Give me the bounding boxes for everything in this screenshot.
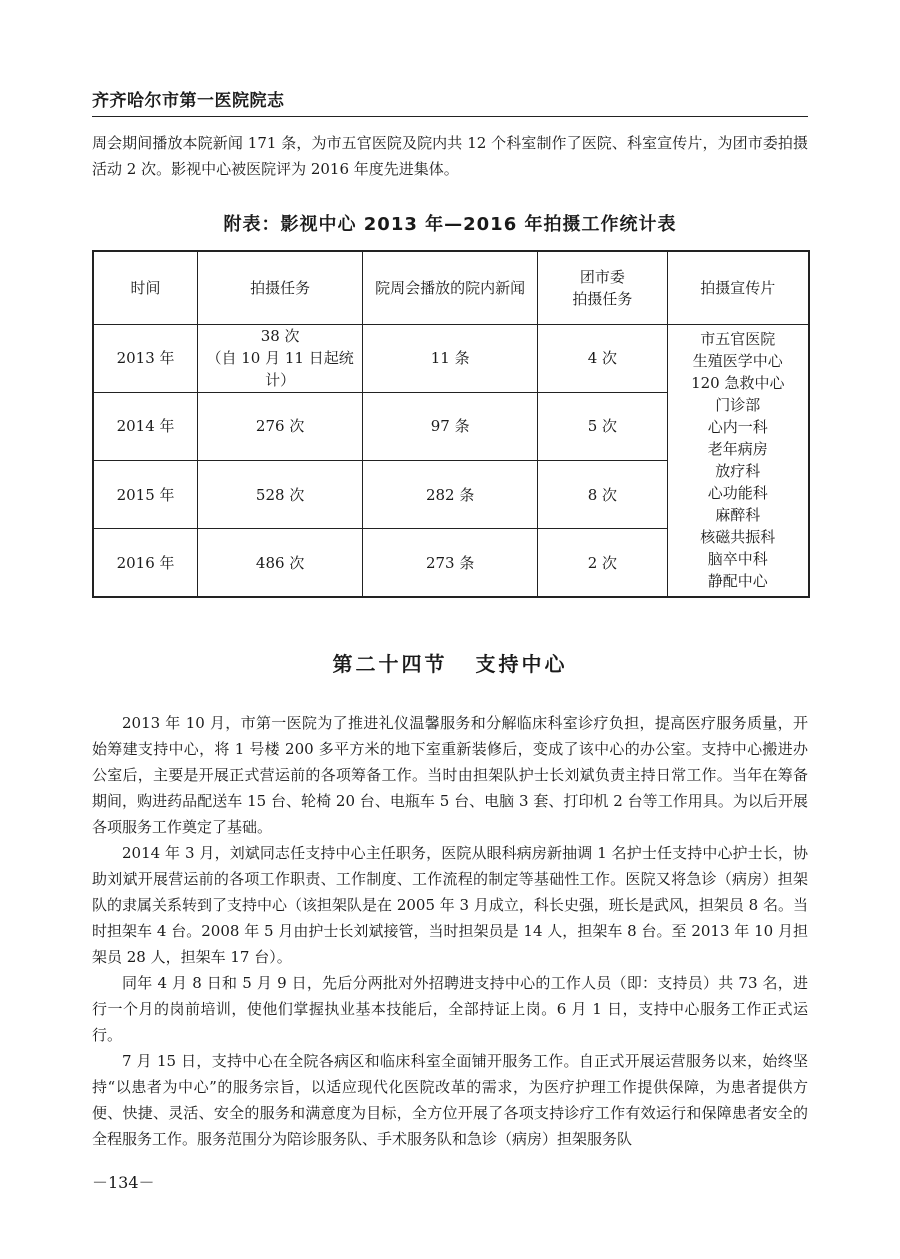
header-task: 拍摄任务 [198,251,363,324]
cell-time: 2013 年 [93,324,198,392]
header-promo: 拍摄宣传片 [667,251,809,324]
promo-item: 静配中心 [707,572,768,591]
page-number: －134－ [92,1173,155,1192]
cell-task [198,324,363,392]
cell-time: 2016 年 [93,529,198,597]
header-time: 时间 [93,251,198,324]
running-header: 齐齐哈尔市第一医院院志 [92,91,285,111]
promo-item: 心功能科 [707,484,768,503]
table-row [93,324,809,392]
body-paragraph: 2014 年 3 月，刘斌同志任支持中心主任职务，医院从眼科病房新抽调 1 名护士任支持中心护士长，协助刘斌开展营运前的各项工作职责、工作制度、工作流程的制定等基础性工作。医院又将急诊（病房）担架队的隶属关系转到了支持中心（该担架队是在 2005 年 3 月成立，科长史强，班长是武风，担架员 8 名。当时担架车 4 台。2008 年 5 月由护士长刘斌接管，当时担架员是 14 人，担架车 8 台。至 2013 年 10 月担架员 28 人，担架车 17 台）。 [92,844,808,966]
cell-time: 2015 年 [93,461,198,529]
body-paragraph: 7 月 15 日，支持中心在全院各病区和临床科室全面铺开服务工作。自正式开展运营服务以来，始终坚持“以患者为中心”的服务宗旨，以适应现代化医院改革的需求，为医疗护理工作提供保障，为患者提供方便、快捷、灵活、安全的服务和满意度为目标，全方位开展了各项支持诊疗工作有效运行和保障患者安全的全程服务工作。服务范围分为陪诊服务队、手术服务队和急诊（病房）担架服务队 [92,1052,808,1148]
promo-item: 生殖医学中心 [692,352,783,371]
cell-news: 11 条 [363,324,538,392]
header-league [538,251,667,324]
cell-task-value: 38 次 [260,327,300,346]
header-news: 院周会播放的院内新闻 [363,251,538,324]
body-paragraph: 同年 4 月 8 日和 5 月 9 日，先后分两批对外招聘进支持中心的工作人员（即：支持员）共 73 名，进行一个月的岗前培训，使他们掌握执业基本技能后，全部持证上岗。6 月 1 日，支持中心服务工作正式运行。 [92,974,808,1044]
table-caption: 附表：影视中心 2013 年—2016 年拍摄工作统计表 [223,214,677,235]
body-paragraph: 2013 年 10 月，市第一医院为了推进礼仪温馨服务和分解临床科室诊疗负担，提高医疗服务质量，开始筹建支持中心，将 1 号楼 200 多平方米的地下室重新装修后，变成了该中心的办公室。支持中心搬进办公室后，主要是开展正式营运前的各项筹备工作。当时由担架队护士长刘斌负责主持日常工作。当年在筹备期间，购进药品配送车 15 台、轮椅 20 台、电瓶车 5 台、电脑 3 套、打印机 2 台等工作用具。为以后开展各项服务工作奠定了基础。 [92,714,808,836]
promo-item: 核磁共振科 [700,528,776,547]
section-name: 支持中心 [475,652,568,676]
cell-task: 486 次 [198,529,363,597]
cell-promo-list [667,324,809,597]
promo-item: 麻醉科 [715,506,761,525]
promo-item: 心内一科 [707,418,768,437]
header-league-line1: 团市委 [579,267,625,286]
header-rule [92,116,808,117]
header-league-line2: 拍摄任务 [572,289,633,308]
cell-league: 5 次 [538,392,667,460]
promo-item: 门诊部 [715,396,761,415]
cell-news: 273 条 [363,529,538,597]
promo-item: 放疗科 [715,462,761,481]
promo-item: 市五官医院 [700,330,776,349]
section-title [92,648,808,677]
section-number: 第二十四节 [332,652,448,676]
cell-league: 2 次 [538,529,667,597]
intro-paragraph: 周会期间播放本院新闻 171 条，为市五官医院及院内共 12 个科室制作了医院、科室宣传片，为团市委拍摄活动 2 次。影视中心被医院评为 2016 年度先进集体。 [92,134,808,178]
table-header-row [93,251,809,324]
cell-task-note: （自 10 月 11 日起统计） [206,349,354,390]
promo-item: 120 急救中心 [691,374,785,393]
cell-news: 282 条 [363,461,538,529]
cell-task: 276 次 [198,392,363,460]
promo-item: 脑卒中科 [707,550,768,569]
statistics-table [92,250,810,598]
promo-item: 老年病房 [707,440,768,459]
cell-league: 4 次 [538,324,667,392]
cell-time: 2014 年 [93,392,198,460]
cell-task: 528 次 [198,461,363,529]
cell-news: 97 条 [363,392,538,460]
cell-league: 8 次 [538,461,667,529]
